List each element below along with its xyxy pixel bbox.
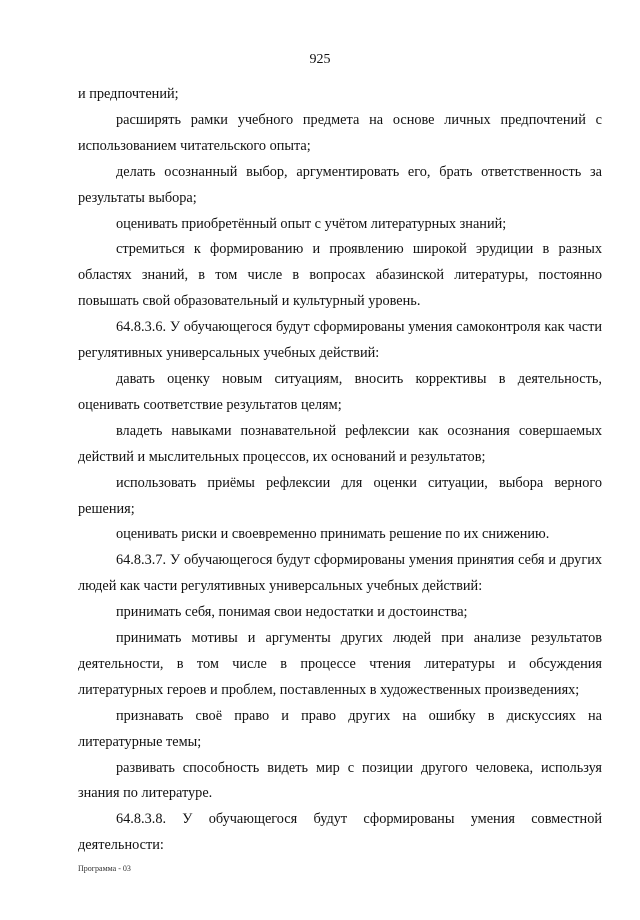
paragraph: принимать мотивы и аргументы других людей при анализе результатов деятельности, в том числе в процессе чтения литературы и обсуждения литературных героев и проблем, поставленных в художественных произведениях; — [78, 630, 602, 698]
paragraph: признавать своё право и право других на ошибку в дискуссиях на литературные темы; — [78, 707, 602, 750]
paragraph: расширять рамки учебного предмета на основе личных предпочтений с использованием читательского опыта; — [78, 111, 602, 154]
section-paragraph: 64.8.3.7. У обучающегося будут сформированы умения принятия себя и других людей как части регулятивных универсальных учебных действий: — [78, 552, 602, 595]
section-paragraph: 64.8.3.8. У обучающегося будут сформированы умения совместной деятельности: — [78, 811, 602, 854]
page-footer: Программа - 03 — [78, 864, 131, 873]
paragraph: принимать себя, понимая свои недостатки и достоинства; — [116, 604, 468, 621]
paragraph: стремиться к формированию и проявлению широкой эрудиции в разных областях знаний, в том числе в вопросах абазинской литературы, постоянно повышать свой образовательный и культурный уровень. — [78, 241, 602, 310]
paragraph: и предпочтений; — [78, 86, 179, 102]
page-body — [78, 82, 602, 859]
paragraph: развивать способность видеть мир с позиции другого человека, используя знания по литературе. — [78, 759, 602, 802]
paragraph: оценивать приобретённый опыт с учётом литературных знаний; — [116, 215, 507, 232]
paragraph: делать осознанный выбор, аргументировать его, брать ответственность за результаты выбора; — [78, 163, 602, 206]
paragraph: владеть навыками познавательной рефлексии как осознания совершаемых действий и мыслительных процессов, их оснований и результатов; — [78, 422, 602, 465]
paragraph: давать оценку новым ситуациям, вносить коррективы в деятельность, оценивать соответствие результатов целям; — [78, 370, 602, 413]
paragraph: оценивать риски и своевременно принимать решение по их снижению. — [116, 526, 550, 543]
paragraph: использовать приёмы рефлексии для оценки ситуации, выбора верного решения; — [78, 474, 602, 517]
section-paragraph: 64.8.3.6. У обучающегося будут сформированы умения самоконтроля как части регулятивных универсальных учебных действий: — [78, 319, 602, 362]
page-number: 925 — [309, 52, 331, 67]
